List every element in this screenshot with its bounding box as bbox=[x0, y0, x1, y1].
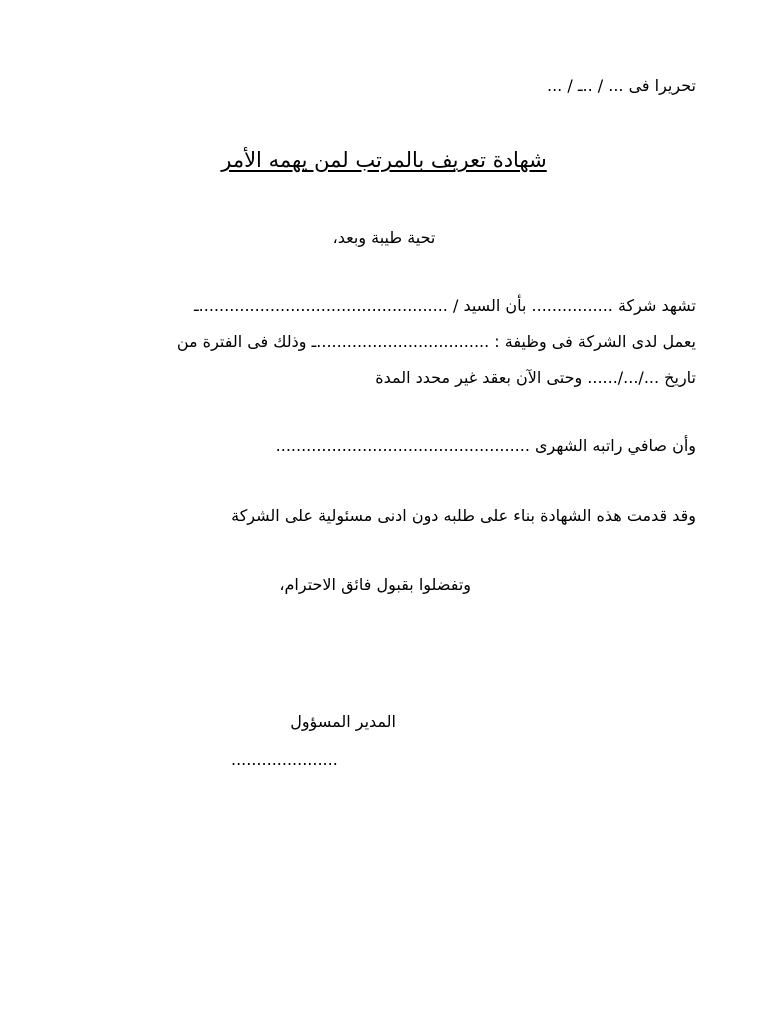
body-line-3: تاريخ .../.../...... وحتى الآن بعقد غير محدد المدة bbox=[375, 368, 696, 387]
signatory-title: المدير المسؤول bbox=[290, 712, 396, 731]
body-line-2: يعمل لدى الشركة فى وظيفة : ..................................ـ وذلك فى الفترة من bbox=[176, 332, 696, 351]
salary-line: وأن صافي راتبه الشهرى .................................................. bbox=[275, 436, 696, 455]
document-title: شهادة تعريف بالمرتب لمن يهمه الأمر bbox=[221, 148, 547, 172]
closing-line: وتفضلوا بقبول فائق الاحترام، bbox=[279, 575, 471, 594]
date-line: تحريرا فى ... / ..ـ / ... bbox=[547, 76, 696, 95]
purpose-line: وقد قدمت هذه الشهادة بناء على طلبه دون ادنى مسئولية على الشركة bbox=[231, 506, 696, 525]
greeting: تحية طيبة وبعد، bbox=[332, 228, 436, 247]
body-line-1: تشهد شركة ................ بأن السيد / .................................................ـ bbox=[193, 296, 696, 315]
signature-placeholder: ..................... bbox=[231, 750, 338, 769]
